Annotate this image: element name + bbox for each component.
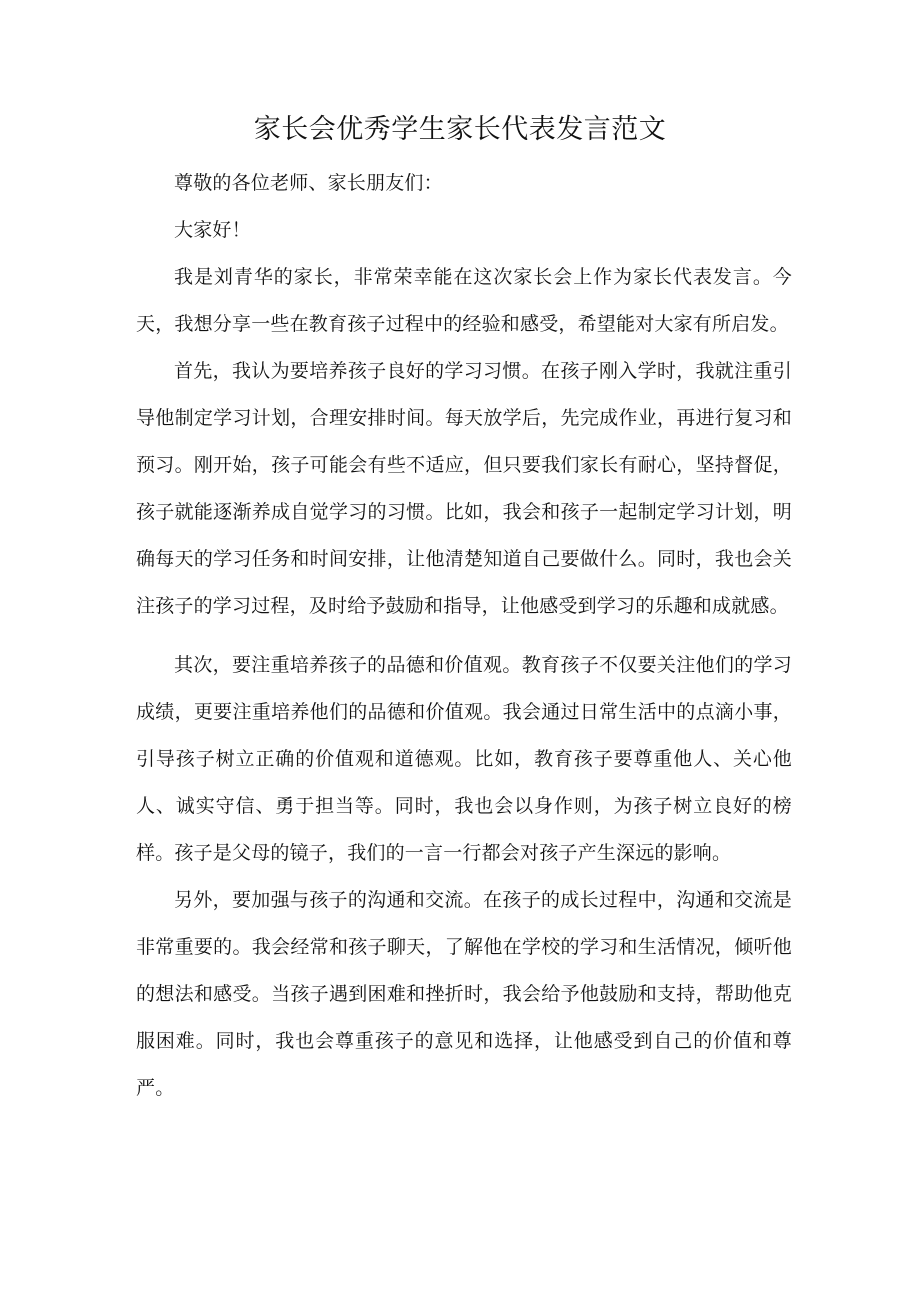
document-title: 家长会优秀学生家长代表发言范文	[253, 114, 667, 145]
paragraph-study-habits: 首先，我认为要培养孩子良好的学习习惯。在孩子刚入学时，我就注重引导他制定学习计划，合理安排时间。每天放学后，先完成作业，再进行复习和预习。刚开始，孩子可能会有些不适应，但只要我们家长有耐心，坚持督促，孩子就能逐渐养成自觉学习的习惯。比如，我会和孩子一起制定学习计划，明确每天的学习任务和时间安排，让他清楚知道自己要做什么。同时，我也会关注孩子的学习过程，及时给予鼓励和指导，让他感受到学习的乐趣和成就感。	[136, 360, 792, 617]
paragraph-character-values: 其次，要注重培养孩子的品德和价值观。教育孩子不仅要关注他们的学习成绩，更要注重培养他们的品德和价值观。我会通过日常生活中的点滴小事，引导孩子树立正确的价值观和道德观。比如，教育孩子要尊重他人、关心他人、诚实守信、勇于担当等。同时，我也会以身作则，为孩子树立良好的榜样。孩子是父母的镜子，我们的一言一行都会对孩子产生深远的影响。	[136, 654, 792, 864]
greeting: 大家好！	[174, 219, 251, 241]
salutation: 尊敬的各位老师、家长朋友们：	[174, 172, 443, 194]
paragraph-intro: 我是刘青华的家长，非常荣幸能在这次家长会上作为家长代表发言。今天，我想分享一些在教育孩子过程中的经验和感受，希望能对大家有所启发。	[136, 266, 792, 335]
paragraph-communication: 另外，要加强与孩子的沟通和交流。在孩子的成长过程中，沟通和交流是非常重要的。我会经常和孩子聊天，了解他在学校的学习和生活情况，倾听他的想法和感受。当孩子遇到困难和挫折时，我会给予他鼓励和支持，帮助他克服困难。同时，我也会尊重孩子的意见和选择，让他感受到自己的价值和尊严。	[136, 889, 792, 1099]
document-body	[136, 160, 792, 1112]
